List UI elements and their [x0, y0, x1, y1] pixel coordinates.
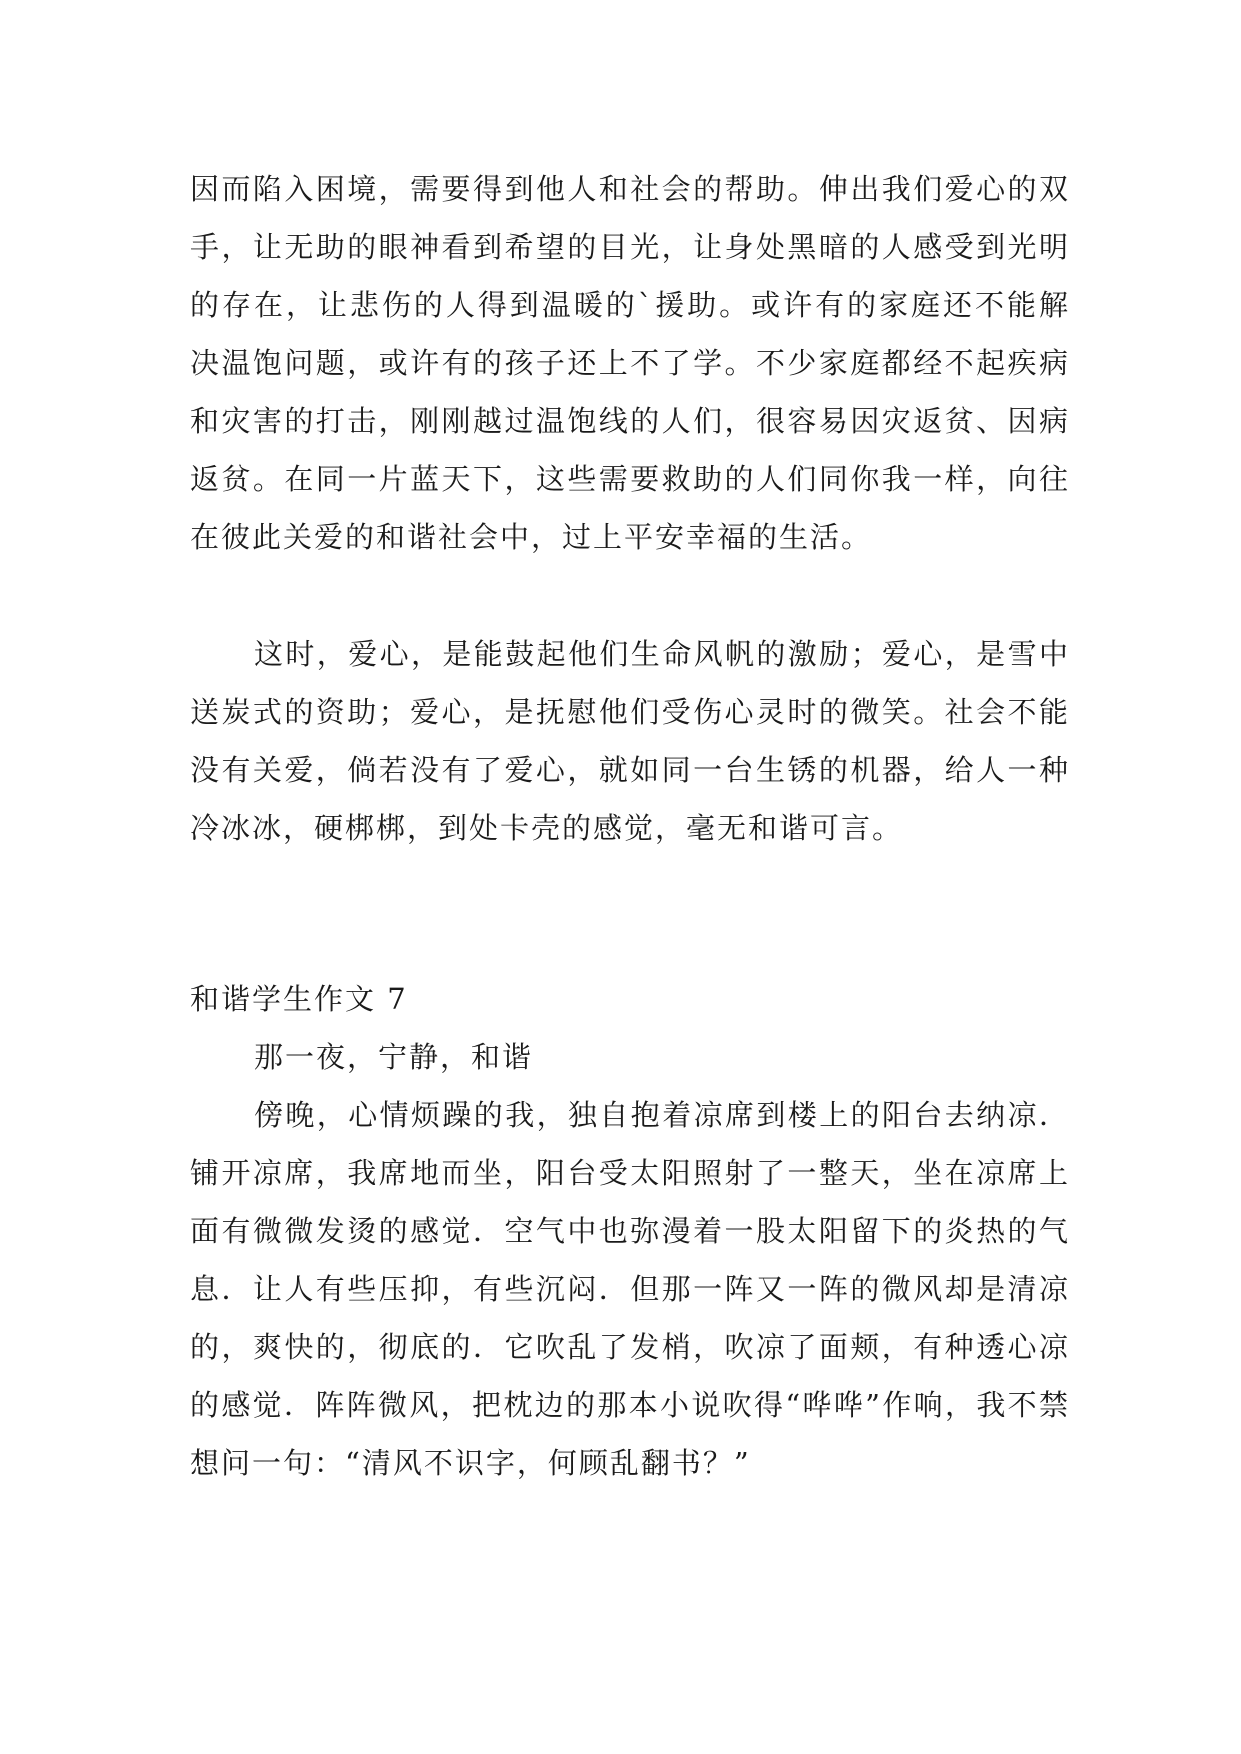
section-heading: 和谐学生作文 7 — [190, 982, 408, 1016]
paragraph-1: 因而陷入困境，需要得到他人和社会的帮助。伸出我们爱心的双手，让无助的眼神看到希望的目光，让身处黑暗的人感受到光明的存在，让悲伤的人得到温暖的`援助。或许有的家庭还不能解决温饱问题，或许有的孩子还上不了学。不少家庭都经不起疾病和灾害的打击，刚刚越过温饱线的人们，很容易因灾返贫、因病返贫。在同一片蓝天下，这些需要救助的人们同你我一样，向往在彼此关爱的和谐社会中，过上平安幸福的生活。 — [190, 172, 1070, 554]
paragraph-3: 傍晚，心情烦躁的我，独自抱着凉席到楼上的阳台去纳凉．铺开凉席，我席地而坐，阳台受太阳照射了一整天，坐在凉席上面有微微发烫的感觉．空气中也弥漫着一股太阳留下的炎热的气息．让人有些压抑，有些沉闷．但那一阵又一阵的微风却是清凉的，爽快的，彻底的．它吹乱了发梢，吹凉了面颊，有种透心凉的感觉．阵阵微风，把枕边的那本小说吹得“哗哗”作响，我不禁想问一句：“清风不识字，何顾乱翻书？” — [190, 1098, 1070, 1480]
essay-title: 那一夜，宁静，和谐 — [254, 1040, 534, 1074]
paragraph-2: 这时，爱心，是能鼓起他们生命风帆的激励；爱心，是雪中送炭式的资助；爱心，是抚慰他们受伤心灵时的微笑。社会不能没有关爱，倘若没有了爱心，就如同一台生锈的机器，给人一种冷冰冰，硬梆梆，到处卡壳的感觉，毫无和谐可言。 — [190, 637, 1070, 845]
